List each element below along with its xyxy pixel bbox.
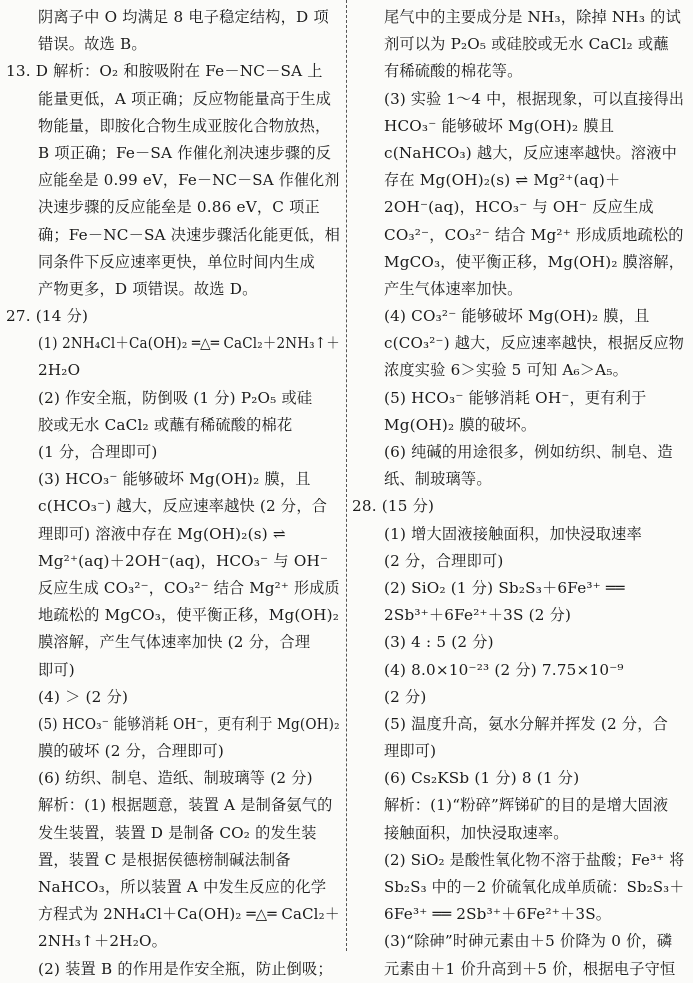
right-text-line: c(CO₃²⁻) 越大，反应速率越快，根据反应物: [384, 334, 684, 353]
right-text-line: 有稀硫酸的棉花等。: [384, 62, 523, 81]
left-text-line: (4) ＞ (2 分): [38, 687, 129, 706]
right-text-line: 理即可): [384, 742, 437, 761]
right-text-line: (4) 8.0×10⁻²³ (2 分) 7.75×10⁻⁹: [384, 660, 624, 679]
right-text-line: (2 分，合理即可): [384, 551, 504, 570]
right-text-line: 产生气体速率加快。: [384, 279, 523, 298]
right-text-line: (6) Cs₂KSb (1 分) 8 (1 分): [384, 769, 580, 788]
left-text-line: 即可): [38, 660, 75, 679]
left-text-line: c(HCO₃⁻) 越大，反应速率越快 (2 分，合: [38, 497, 328, 516]
left-text-line: (3) HCO₃⁻ 能够破坏 Mg(OH)₂ 膜，且: [38, 470, 311, 489]
right-text-line: CO₃²⁻，CO₃²⁻ 结合 Mg²⁺ 形成质地疏松的: [384, 225, 684, 244]
right-text-line: 28. (15 分): [352, 497, 435, 516]
left-text-line: (1 分，合理即可): [38, 443, 158, 461]
left-text-line: (2) 作安全瓶，防倒吸 (1 分) P₂O₅ 或硅: [38, 388, 313, 407]
right-text-line: (4) CO₃²⁻ 能够破坏 Mg(OH)₂ 膜，且: [384, 307, 650, 326]
right-text-line: 接触面积，加快浸取速率。: [384, 823, 569, 842]
left-text-line: 物能量，即胺化合物生成亚胺化合物放热，: [38, 116, 331, 135]
left-text-line: 膜溶解，产生气体速率加快 (2 分，合理: [38, 633, 311, 652]
left-text-line: 理即可) 溶液中存在 Mg(OH)₂(s) ⇌: [38, 524, 286, 543]
right-text-line: 纸、制玻璃等。: [384, 470, 492, 489]
right-text-line: (2) SiO₂ 是酸性氧化物不溶于盐酸；Fe³⁺ 将: [384, 850, 684, 869]
left-text-line: 错误。故选 B。: [38, 35, 147, 54]
left-text-line: 产物更多，D 项错误。故选 D。: [38, 279, 258, 298]
left-text-line: 能量更低，A 项正确；反应物能量高于生成: [38, 89, 332, 108]
left-text-line: 13. D 解析：O₂ 和胺吸附在 Fe－NC－SA 上: [6, 62, 323, 81]
right-text-line: 尾气中的主要成分是 NH₃，除掉 NH₃ 的试: [384, 8, 681, 26]
right-text-line: Sb₂S₃ 中的－2 价硫氧化成单质硫：Sb₂S₃＋: [384, 878, 684, 896]
right-text-line: (5) HCO₃⁻ 能够消耗 OH⁻，更有利于: [384, 388, 647, 407]
left-text-line: Mg²⁺(aq)＋2OH⁻(aq)，HCO₃⁻ 与 OH⁻: [38, 551, 329, 570]
left-text-line: 27. (14 分): [6, 307, 89, 326]
left-text-line: 反应生成 CO₃²⁻，CO₃²⁻ 结合 Mg²⁺ 形成质: [38, 578, 340, 597]
right-text-line: 剂可以为 P₂O₅ 或硅胶或无水 CaCl₂ 或蘸: [384, 35, 669, 54]
right-text-line: (2) SiO₂ (1 分) Sb₂S₃＋6Fe³⁺ ══: [384, 578, 625, 597]
left-text-line: 决速步骤的反应能垒是 0.86 eV，C 项正: [38, 198, 320, 217]
right-text-line: (6) 纯碱的用途很多，例如纺织、制皂、造: [384, 443, 673, 461]
left-text-line: B 项正确；Fe－SA 作催化剂决速步骤的反: [38, 143, 332, 162]
right-column: [352, 4, 684, 983]
left-text-line: (6) 纺织、制皂、造纸、制玻璃等 (2 分): [38, 769, 313, 788]
column-divider: [346, 0, 347, 951]
left-text-line: 发生装置，装置 D 是制备 CO₂ 的发生装: [38, 823, 317, 842]
right-text-line: (5) 温度升高，氨水分解并挥发 (2 分，合: [384, 714, 668, 733]
left-text-line: 2H₂O: [38, 361, 81, 380]
right-text-line: 元素由＋1 价升高到＋5 价，根据电子守恒: [384, 959, 676, 978]
left-text-line: NaHCO₃，所以装置 A 中发生反应的化学: [38, 878, 327, 896]
right-text-line: 2Sb³⁺＋6Fe²⁺＋3S (2 分): [384, 606, 572, 625]
right-text-line: MgCO₃，使平衡正移，Mg(OH)₂ 膜溶解，: [384, 252, 684, 271]
left-text-line: (5) HCO₃⁻ 能够消耗 OH⁻，更有利于 Mg(OH)₂: [38, 714, 340, 733]
right-text-line: (2 分): [384, 687, 427, 706]
left-text-line: 置，装置 C 是根据侯德榜制碱法制备: [38, 850, 291, 869]
left-text-line: 解析：(1) 根据题意，装置 A 是制备氨气的: [38, 796, 333, 815]
right-text-line: 6Fe³⁺ ══ 2Sb³⁺＋6Fe²⁺＋3S。: [384, 905, 612, 924]
right-text-line: Mg(OH)₂ 膜的破坏。: [384, 415, 537, 434]
left-text-line: 应能垒是 0.99 eV，Fe－NC－SA 作催化剂: [38, 171, 340, 190]
left-text-line: 2NH₃↑＋2H₂O。: [38, 932, 168, 951]
left-text-line: 地疏松的 MgCO₃，使平衡正移，Mg(OH)₂: [38, 606, 340, 625]
left-text-line: 胶或无水 CaCl₂ 或蘸有稀硫酸的棉花: [38, 415, 293, 434]
left-column: [6, 4, 340, 983]
left-text-line: 阴离子中 O 均满足 8 电子稳定结构，D 项: [38, 8, 329, 26]
left-text-line: 方程式为 2NH₄Cl＋Ca(OH)₂ ═△═ CaCl₂＋: [38, 905, 340, 924]
right-text-line: 2OH⁻(aq)，HCO₃⁻ 与 OH⁻ 反应生成: [384, 198, 654, 217]
right-text-line: 解析：(1)“粉碎”辉锑矿的目的是增大固液: [384, 796, 669, 815]
right-text-line: 存在 Mg(OH)₂(s) ⇌ Mg²⁺(aq)＋: [384, 171, 621, 190]
right-text-line: (3) 4 : 5 (2 分): [384, 633, 494, 652]
left-text-line: (2) 装置 B 的作用是作安全瓶，防止倒吸；: [38, 959, 333, 978]
right-text-line: c(NaHCO₃) 越大，反应速率越快。溶液中: [384, 143, 677, 162]
left-text-line: (1) 2NH₄Cl＋Ca(OH)₂ ═△═ CaCl₂＋2NH₃↑＋: [38, 334, 340, 353]
right-text-line: (1) 增大固液接触面积，加快浸取速率: [384, 524, 642, 543]
right-text-line: (3) 实验 1～4 中，根据现象，可以直接得出: [384, 89, 684, 108]
left-text-line: 膜的破坏 (2 分，合理即可): [38, 742, 225, 761]
right-text-line: HCO₃⁻ 能够破坏 Mg(OH)₂ 膜且: [384, 116, 615, 135]
right-text-line: (3)“除砷”时砷元素由＋5 价降为 0 价，磷: [384, 932, 673, 951]
right-text-line: 浓度实验 6＞实验 5 可知 A₆＞A₅。: [384, 361, 629, 380]
left-text-line: 同条件下反应速率更快，单位时间内生成: [38, 252, 315, 271]
left-text-line: 确；Fe－NC－SA 决速步骤活化能更低，相: [38, 225, 340, 244]
